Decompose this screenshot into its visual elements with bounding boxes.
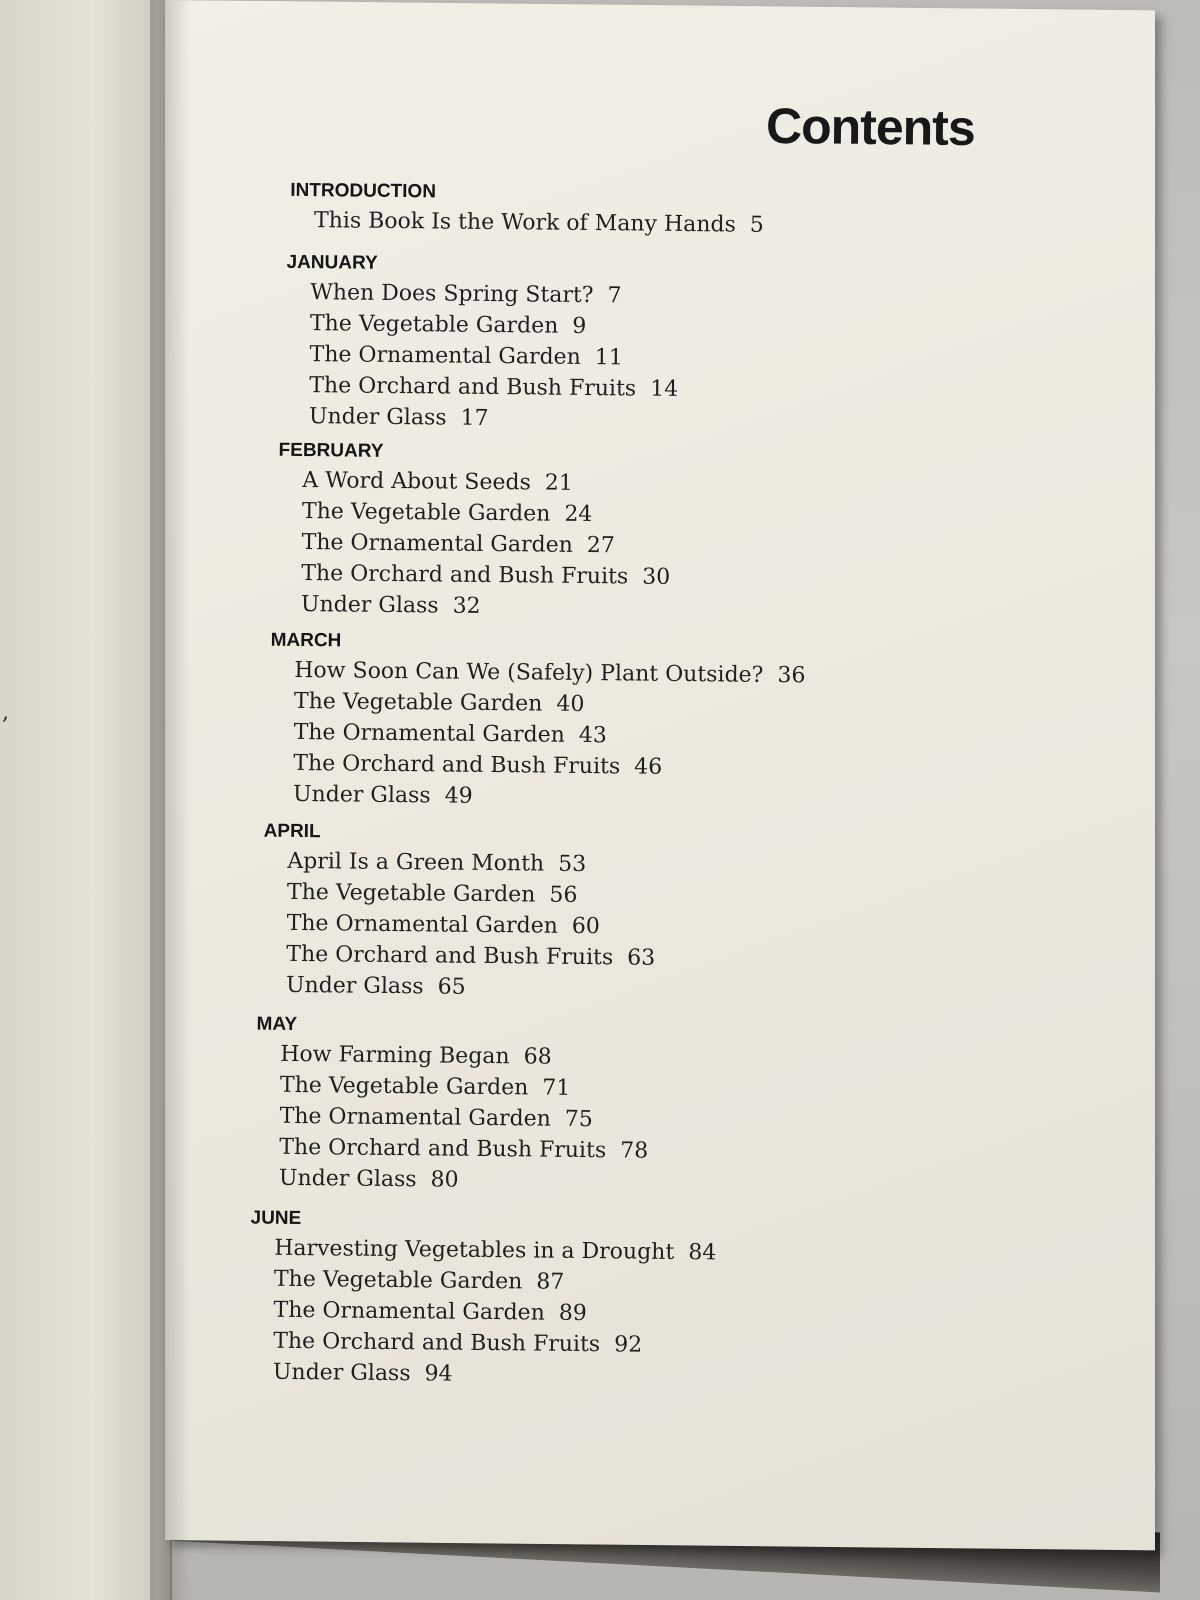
entry-title: Under Glass [272,1359,411,1387]
section-heading: INTRODUCTION [290,179,437,203]
entry-page-number: 87 [536,1269,565,1295]
toc-section-march [269,627,921,817]
toc-section-january [285,249,937,439]
entry-title: The Orchard and Bush Fruits [273,1328,601,1358]
entry-page-number: 7 [607,283,622,309]
entry-title: The Vegetable Garden [273,1266,523,1295]
toc-entry [262,970,912,1008]
entry-page-number: 92 [614,1332,643,1358]
toc-entry [255,1163,905,1201]
entry-title: The Vegetable Garden [279,1072,529,1101]
entry-title: The Vegetable Garden [301,499,551,527]
entry-page-number: 32 [452,593,481,619]
entry-page-number: 17 [460,405,489,431]
entry-title: The Ornamental Garden [293,719,565,748]
entry-page-number: 49 [444,783,473,809]
section-heading: MAY [256,1013,298,1035]
entry-page-number: 75 [564,1106,593,1133]
entry-title: Under Glass [278,1165,417,1193]
entry-title: When Does Spring Start? [310,280,594,309]
entry-title: The Orchard and Bush Fruits [286,941,614,971]
entry-title: This Book Is the Work of Many Hands [313,208,736,238]
entry-title: Harvesting Vegetables in a Drought [274,1235,675,1265]
entry-title: Under Glass [285,972,424,1000]
entry-page-number: 21 [544,470,573,496]
section-heading: FEBRUARY [278,439,384,462]
entry-page-number: 80 [430,1167,459,1193]
section-heading: APRIL [263,820,321,843]
entry-page-number: 60 [571,913,600,940]
toc-entry [277,589,927,627]
entry-page-number: 94 [424,1361,453,1387]
entry-title: The Orchard and Bush Fruits [301,561,629,590]
entry-page-number: 68 [523,1044,552,1070]
entry-title: The Vegetable Garden [286,879,536,908]
entry-page-number: 78 [620,1138,649,1164]
entry-page-number: 65 [437,974,466,1000]
entry-page-number: 84 [688,1240,717,1266]
entry-title: The Orchard and Bush Fruits [309,373,637,402]
left-page-mark: , [2,700,9,725]
toc-section-introduction [290,177,941,243]
section-heading: MARCH [270,629,342,652]
toc-entry [290,205,940,243]
entry-title: The Ornamental Garden [309,342,581,370]
page-title: Contents [765,97,975,157]
toc-section-april [262,818,914,1008]
entry-page-number: 24 [564,501,593,528]
entry-title: Under Glass [308,404,447,431]
section-heading: JANUARY [286,251,378,274]
entry-title: Under Glass [292,781,431,809]
entry-title: The Ornamental Garden [301,530,573,558]
entry-title: The Orchard and Bush Fruits [279,1134,607,1164]
entry-page-number: 40 [556,691,585,717]
entry-page-number: 56 [549,882,578,908]
toc-section-february [277,437,929,627]
entry-page-number: 89 [558,1300,587,1327]
entry-page-number: 36 [777,662,806,689]
entry-page-number: 30 [642,564,671,590]
entry-title: The Orchard and Bush Fruits [293,750,621,780]
entry-title: The Ornamental Garden [279,1103,551,1132]
entry-title: A Word About Seeds [302,468,531,496]
entry-page-number: 63 [627,945,656,971]
toc-section-may [255,1011,907,1201]
entry-page-number: 46 [634,754,663,780]
toc-section-june [249,1205,901,1395]
entry-title: Under Glass [300,592,439,619]
toc-entry [249,1357,899,1395]
entry-title: The Vegetable Garden [293,688,543,717]
entry-page-number: 5 [749,212,764,238]
entry-title: April Is a Green Month [287,848,545,877]
entry-title: How Soon Can We (Safely) Plant Outside? [294,657,764,688]
entry-page-number: 14 [650,376,679,402]
entry-title: How Farming Began [280,1041,510,1070]
entry-page-number: 11 [594,345,623,371]
entry-title: The Vegetable Garden [309,311,559,339]
entry-title: The Ornamental Garden [273,1297,545,1326]
entry-page-number: 71 [542,1075,571,1101]
entry-page-number: 27 [586,532,615,559]
entry-page-number: 53 [558,851,587,878]
toc-entry [269,779,919,817]
toc-entry [285,401,935,439]
entry-page-number: 9 [572,313,587,339]
section-heading: JUNE [250,1207,302,1230]
entry-title: The Ornamental Garden [286,910,558,939]
entry-page-number: 43 [578,722,607,749]
